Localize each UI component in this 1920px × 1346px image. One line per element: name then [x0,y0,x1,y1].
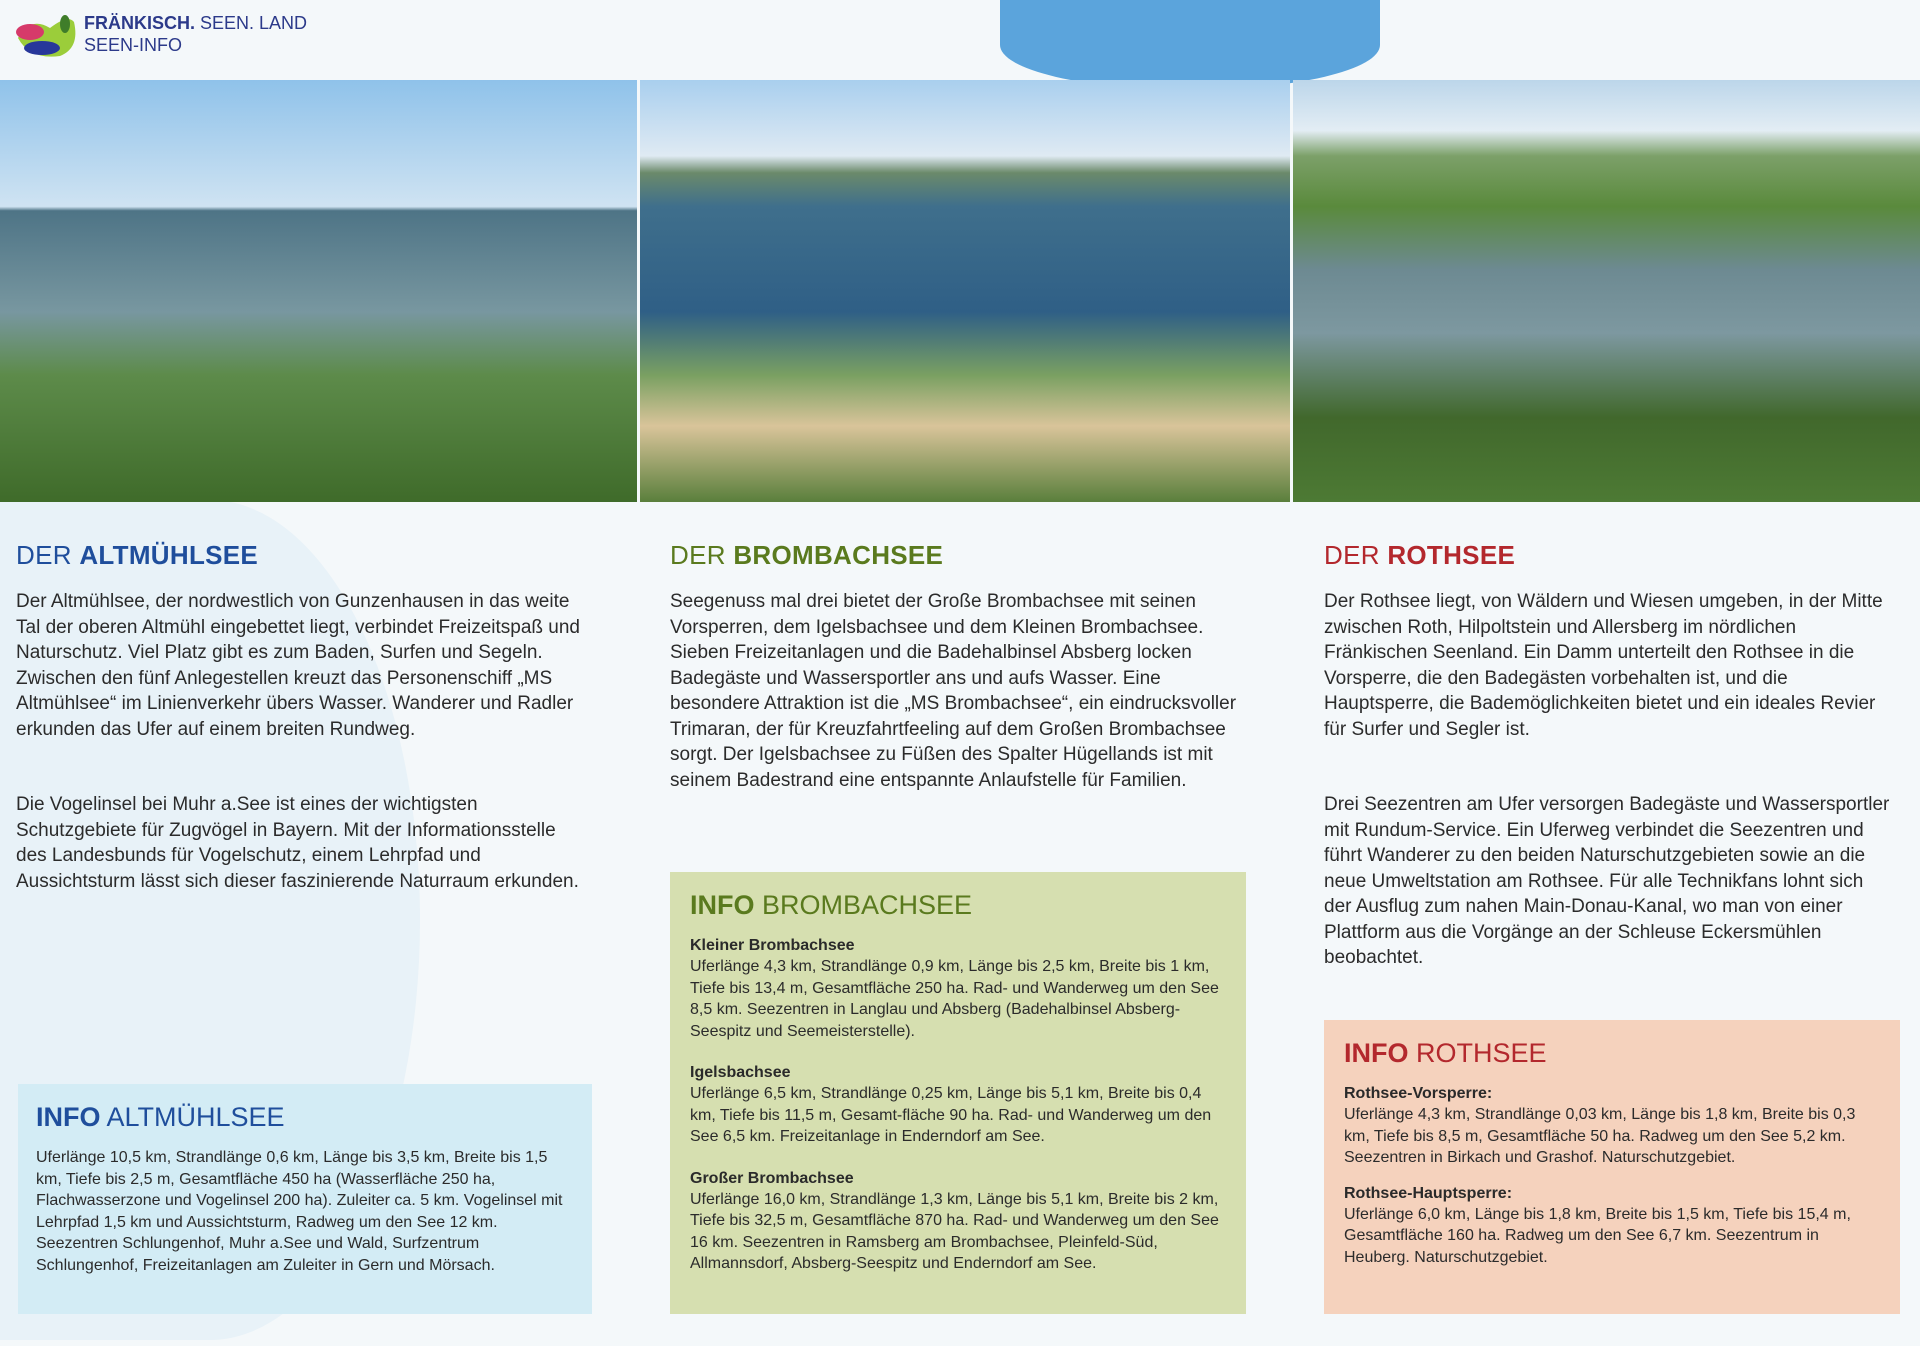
info-box-brombachsee [670,872,1246,1314]
section-text: Uferlänge 4,3 km, Strandlänge 0,9 km, Länge bis 2,5 km, Breite bis 1 km, Tiefe bis 13,4 m, Gesamtfläche 250 ha. Rad- und Wanderweg um den See 8,5 km. Seezentren in Langlau und Absberg (Badehalbinsel Absberg-Seespitz und Seemeisterstelle). [690,958,1219,1040]
info-title: ROTHSEE [1408,1038,1547,1068]
brand-subtitle: SEEN-INFO [84,35,183,55]
info-box-rothsee [1324,1020,1900,1314]
heading-prefix: DER [16,540,80,570]
fraenkisches-seenland-logo [10,8,80,60]
heading-rothsee [1324,540,1894,571]
info-bold: INFO [690,890,755,920]
decor-blue-shape [1000,0,1380,90]
info-text: Uferlänge 10,5 km, Strandlänge 0,6 km, Länge bis 3,5 km, Breite bis 1,5 km, Tiefe bis 2,5 m, Gesamtfläche 450 ha (Wasserfläche 250 ha, Flachwasserzone und Vogelinsel 200 ha). Zuleiter ca. 5 km. Vogelinsel mit Lehrpfad 1,5 km und Aussichtsturm, Radweg um den See 12 km. Seezentren Schlungenhof, Muhr a.See und Wald, Surfzentrum Schlungenhof, Freizeitanlagen am Zuleiter in Gern und Mörsach. [36,1149,563,1274]
section-title: Rothsee-Vorsperre: [1344,1085,1493,1102]
section-text: Uferlänge 6,0 km, Länge bis 1,8 km, Breite bis 1,5 km, Tiefe bis 15,4 m, Gesamtfläche 160 ha. Radweg um den See 6,7 km. Seezentrum in Heuberg. Naturschutzgebiet. [1344,1205,1851,1266]
paragraph: Seegenuss mal drei bietet der Große Brombachsee mit seinen Vorsperren, dem Igelsbachsee und dem Kleinen Brombachsee. Sieben Freizeitanlagen und die Badehalbinsel Absberg locken Badegäste und Wassersportler ans und aufs Wasser. Eine besondere Attraktion ist die „MS Brombachsee“, ein eindrucksvoller Trimaran, der für Kreuzfahrtfeeling auf dem Großen Brombachsee sorgt. Der Igelsbachsee zu Füßen des Spalter Hügellands ist mit seinem Badestrand eine entspannte Anlaufstelle für Familien. [670,591,1237,791]
info-title: ALTMÜHLSEE [100,1102,285,1132]
info-title: BROMBACHSEE [754,890,973,920]
brombachsee-photo [640,80,1290,502]
info-bold: INFO [1344,1038,1409,1068]
heading-prefix: DER [670,540,734,570]
heading-altmuehlsee [16,540,586,571]
heading-brombachsee [670,540,1240,571]
info-bold: INFO [36,1102,101,1132]
paragraph: Der Altmühlsee, der nordwestlich von Gunzenhausen in das weite Tal der oberen Altmühl eingebettet liegt, verbindet Freizeitspaß und Naturschutz. Viel Platz gibt es zum Baden, Surfen und Segeln. Zwischen den fünf Anlegestellen kreuzt das Personenschiff „MS Altmühlsee“ im Linienverkehr übers Wasser. Wanderer und Radler erkunden das Ufer auf einem breiten Rundweg. [16,591,580,740]
section-title: Rothsee-Hauptsperre: [1344,1184,1513,1202]
altmuehlsee-photo [0,80,637,502]
info-box-altmuehlsee [18,1084,592,1314]
rothsee-photo [1293,80,1920,502]
paragraph: Die Vogelinsel bei Muhr a.See ist eines der wichtigsten Schutzgebiete für Zugvögel in Bayern. Mit der Informationsstelle des Landesbunds für Vogelschutz, einem Lehrpfad und Aussichtsturm lässt sich dieser faszinierende Naturraum erkunden. [16,794,579,892]
section-title: Großer Brombachsee [690,1169,854,1187]
column-brombachsee [670,540,1240,843]
section-text: Uferlänge 4,3 km, Strandlänge 0,03 km, Länge bis 1,8 km, Breite bis 0,3 km, Tiefe bis 8,5 m, Gesamtfläche 50 ha. Radweg um den See 5,2 km. Seezentren in Birkach und Grashof. Naturschutzgebiet. [1344,1106,1856,1166]
column-rothsee [1324,540,1894,1021]
brand-rest: SEEN. LAND [195,13,308,33]
heading-name: BROMBACHSEE [733,540,944,570]
section-text: Uferlänge 16,0 km, Strandlänge 1,3 km, Länge bis 5,1 km, Breite bis 2 km, Tiefe bis 32,5 m, Gesamtfläche 870 ha. Rad- und Wanderweg um den See 16 km. Seezentren in Ramsberg am Brombachsee, Pleinfeld-Süd, Allmannsdorf, Absberg-Seespitz und Enderndorf am See. [690,1190,1219,1272]
heading-name: ROTHSEE [1387,540,1516,570]
column-altmuehlsee [16,540,586,944]
section-text: Uferlänge 6,5 km, Strandlänge 0,25 km, Länge bis 5,1 km, Breite bis 0,4 km, Tiefe bis 11,5 m, Gesamt-fläche 90 ha. Rad- und Wanderweg um den See 6,5 km. Freizeitanlage in Enderndorf am See. [690,1085,1212,1145]
brand-bold: FRÄNKISCH. [84,13,195,33]
section-title: Kleiner Brombachsee [690,937,855,954]
heading-prefix: DER [1324,540,1388,570]
paragraph: Der Rothsee liegt, von Wäldern und Wiesen umgeben, in der Mitte zwischen Roth, Hilpoltstein und Allersberg im nördlichen Fränkischen Seenland. Ein Damm unterteilt den Rothsee in die Vorsperre, die den Badegästen vorbehalten ist, und die Hauptsperre, die Bademöglichkeiten bietet und ein ideales Revier für Surfer und Segler ist. [1324,591,1883,740]
heading-name: ALTMÜHLSEE [79,540,259,570]
section-title: Igelsbachsee [690,1064,791,1081]
paragraph: Drei Seezentren am Ufer versorgen Badegäste und Wassersportler mit Rundum-Service. Ein Uferweg verbindet die Seezentren und führt Wanderer zu den beiden Naturschutzgebieten sowie an die neue Umweltstation am Rothsee. Für alle Technikfans lohnt sich der Ausflug zum nahen Main-Donau-Kanal, wo man von einer Plattform aus die Vorgänge an der Schleuse Eckersmühlen beobachtet. [1324,794,1890,968]
